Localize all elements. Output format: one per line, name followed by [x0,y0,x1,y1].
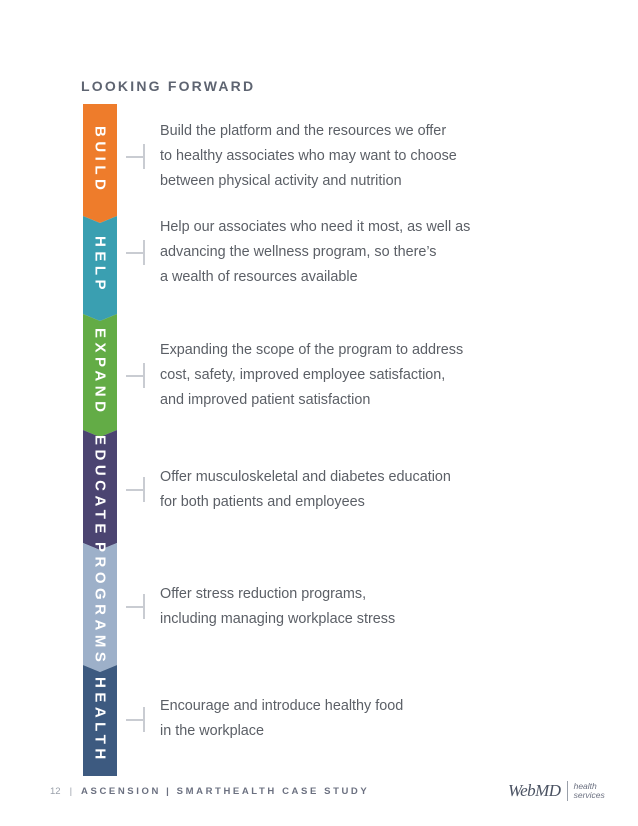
description-line: in the workplace [160,723,264,739]
description-line: including managing workplace stress [160,611,396,627]
webmd-logo [508,781,605,801]
page-footer [50,786,369,797]
logo-subtitle-line: health [573,781,597,791]
description-line: cost, safety, improved employee satisfaction, [160,367,446,383]
description-line: Offer musculoskeletal and diabetes education [160,469,451,485]
description-line: Expanding the scope of the program to address [160,342,464,358]
description-educate [160,465,490,515]
description-line: Help our associates who need it most, as well as [160,219,471,235]
ribbon-label-build: BUILD [91,125,109,195]
description-line: for both patients and employees [160,494,365,510]
description-build [160,119,490,194]
page-number: 12 [50,786,61,797]
logo-divider [567,781,568,801]
description-programs [160,582,490,632]
description-line: Offer stress reduction programs, [160,586,367,602]
category-ribbon [83,104,117,776]
logo-wordmark: WebMD [508,781,561,800]
footer-title: ASCENSION | SMARTHEALTH CASE STUDY [81,786,370,797]
description-health [160,694,490,744]
description-help [160,215,490,290]
description-line: Build the platform and the resources we offer [160,123,447,139]
ribbon-label-expand: EXPAND [91,327,109,417]
description-line: Encourage and introduce healthy food [160,698,404,714]
ribbon-label-programs: PROGRAMS [91,541,109,667]
description-line: and improved patient satisfaction [160,392,371,408]
logo-subtitle [574,782,605,800]
description-expand [160,338,490,413]
description-line: a wealth of resources available [160,269,358,285]
footer-separator: | [69,786,73,797]
ribbon-label-help: HELP [91,235,109,294]
description-line: advancing the wellness program, so there’s [160,244,437,260]
ribbon-label-educate: EDUCATE [91,435,109,538]
description-line: between physical activity and nutrition [160,173,402,189]
ribbon-label-health: HEALTH [91,677,109,764]
section-heading: LOOKING FORWARD [81,78,256,94]
logo-subtitle-line: services [573,790,605,800]
description-line: to healthy associates who may want to choose [160,148,457,164]
